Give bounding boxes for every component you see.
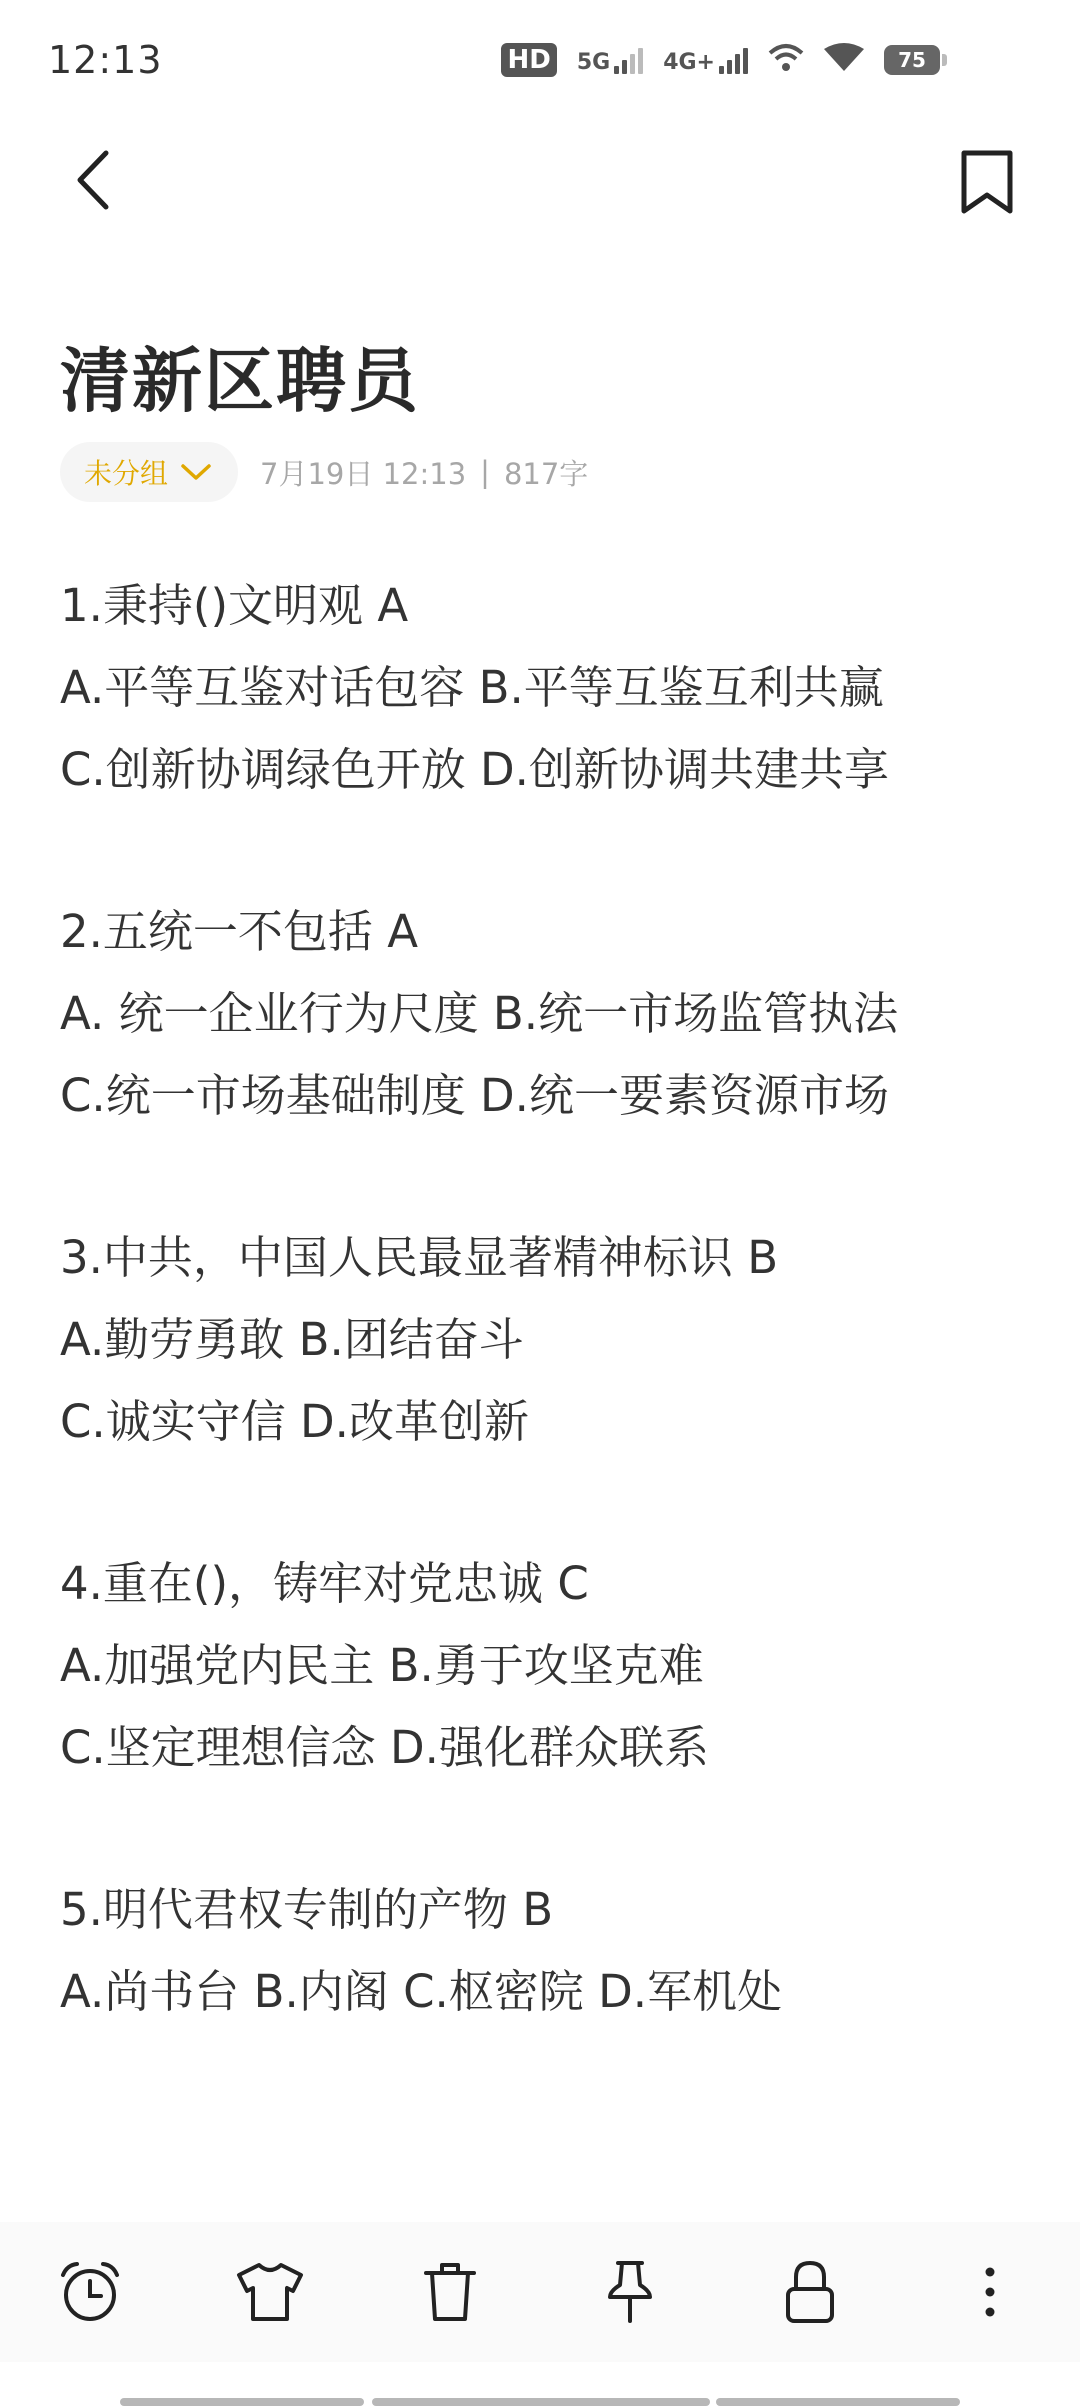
question-3: 3.中共，中国人民最显著精神标识 B (60, 1230, 779, 1284)
group-selector[interactable] (60, 442, 238, 502)
more-vertical-icon (980, 2262, 1000, 2322)
hd-voice-icon: HD (501, 43, 556, 77)
more-button[interactable] (945, 2247, 1035, 2337)
chevron-left-icon (62, 145, 122, 215)
bookmark-button[interactable] (950, 145, 1024, 219)
bookmark-icon (950, 145, 1024, 219)
wifi-call-icon (768, 43, 804, 77)
status-time: 12:13 (48, 38, 163, 82)
question-1-options-ab: A.平等互鉴对话包容 B.平等互鉴互利共赢 (60, 660, 884, 714)
question-2: 2.五统一不包括 A (60, 904, 419, 958)
status-icons (501, 40, 940, 80)
pin-button[interactable] (585, 2247, 675, 2337)
shirt-icon (235, 2259, 305, 2325)
gesture-bar-center[interactable] (372, 2398, 710, 2406)
pin-icon (600, 2259, 660, 2325)
blank-line (60, 1132, 1040, 1212)
note-date: 7月19日 12:13 (260, 456, 467, 491)
blank-line (60, 1784, 1040, 1864)
question-3-options-cd: C.诚实守信 D.改革创新 (60, 1394, 529, 1448)
note-body[interactable] (60, 560, 1040, 2028)
delete-button[interactable] (405, 2247, 495, 2337)
network-5g-label: 5G (576, 50, 611, 75)
alarm-clock-icon (57, 2259, 123, 2325)
word-count: 817字 (503, 456, 589, 491)
signal-4g-icon (663, 46, 748, 74)
group-label: 未分组 (84, 457, 169, 490)
lock-button[interactable] (765, 2247, 855, 2337)
theme-button[interactable] (225, 2247, 315, 2337)
gesture-bar-left[interactable] (120, 2398, 364, 2406)
question-5-options: A.尚书台 B.内阁 C.枢密院 D.军机处 (60, 1964, 783, 2018)
trash-icon (420, 2259, 480, 2325)
back-button[interactable] (62, 145, 122, 215)
note-title[interactable]: 清新区聘员 (60, 340, 420, 422)
reminder-button[interactable] (45, 2247, 135, 2337)
note-info (260, 452, 588, 493)
question-4: 4.重在()，铸牢对党忠诚 C (60, 1556, 589, 1610)
question-3-options-ab: A.勤劳勇敢 B.团结奋斗 (60, 1312, 524, 1366)
gesture-bar-right[interactable] (716, 2398, 960, 2406)
question-4-options-ab: A.加强党内民主 B.勇于攻坚克难 (60, 1638, 704, 1692)
question-5: 5.明代君权专制的产物 B (60, 1882, 554, 1936)
meta-separator: | (480, 455, 490, 489)
signal-5g-icon (577, 46, 643, 74)
wifi-icon (824, 43, 864, 77)
question-4-options-cd: C.坚定理想信念 D.强化群众联系 (60, 1720, 709, 1774)
lock-icon (782, 2259, 838, 2325)
chevron-down-icon (180, 462, 212, 482)
question-2-options-cd: C.统一市场基础制度 D.统一要素资源市场 (60, 1068, 889, 1122)
note-meta (60, 442, 588, 502)
network-4g-label: 4G+ (663, 50, 715, 75)
battery-icon: 75 (884, 45, 940, 75)
blank-line (60, 806, 1040, 886)
question-1: 1.秉持()文明观 A (60, 578, 409, 632)
bottom-toolbar (0, 2222, 1080, 2362)
question-2-options-ab: A. 统一企业行为尺度 B.统一市场监管执法 (60, 986, 899, 1040)
question-1-options-cd: C.创新协调绿色开放 D.创新协调共建共享 (60, 742, 889, 796)
blank-line (60, 1458, 1040, 1538)
status-bar (0, 0, 1080, 130)
